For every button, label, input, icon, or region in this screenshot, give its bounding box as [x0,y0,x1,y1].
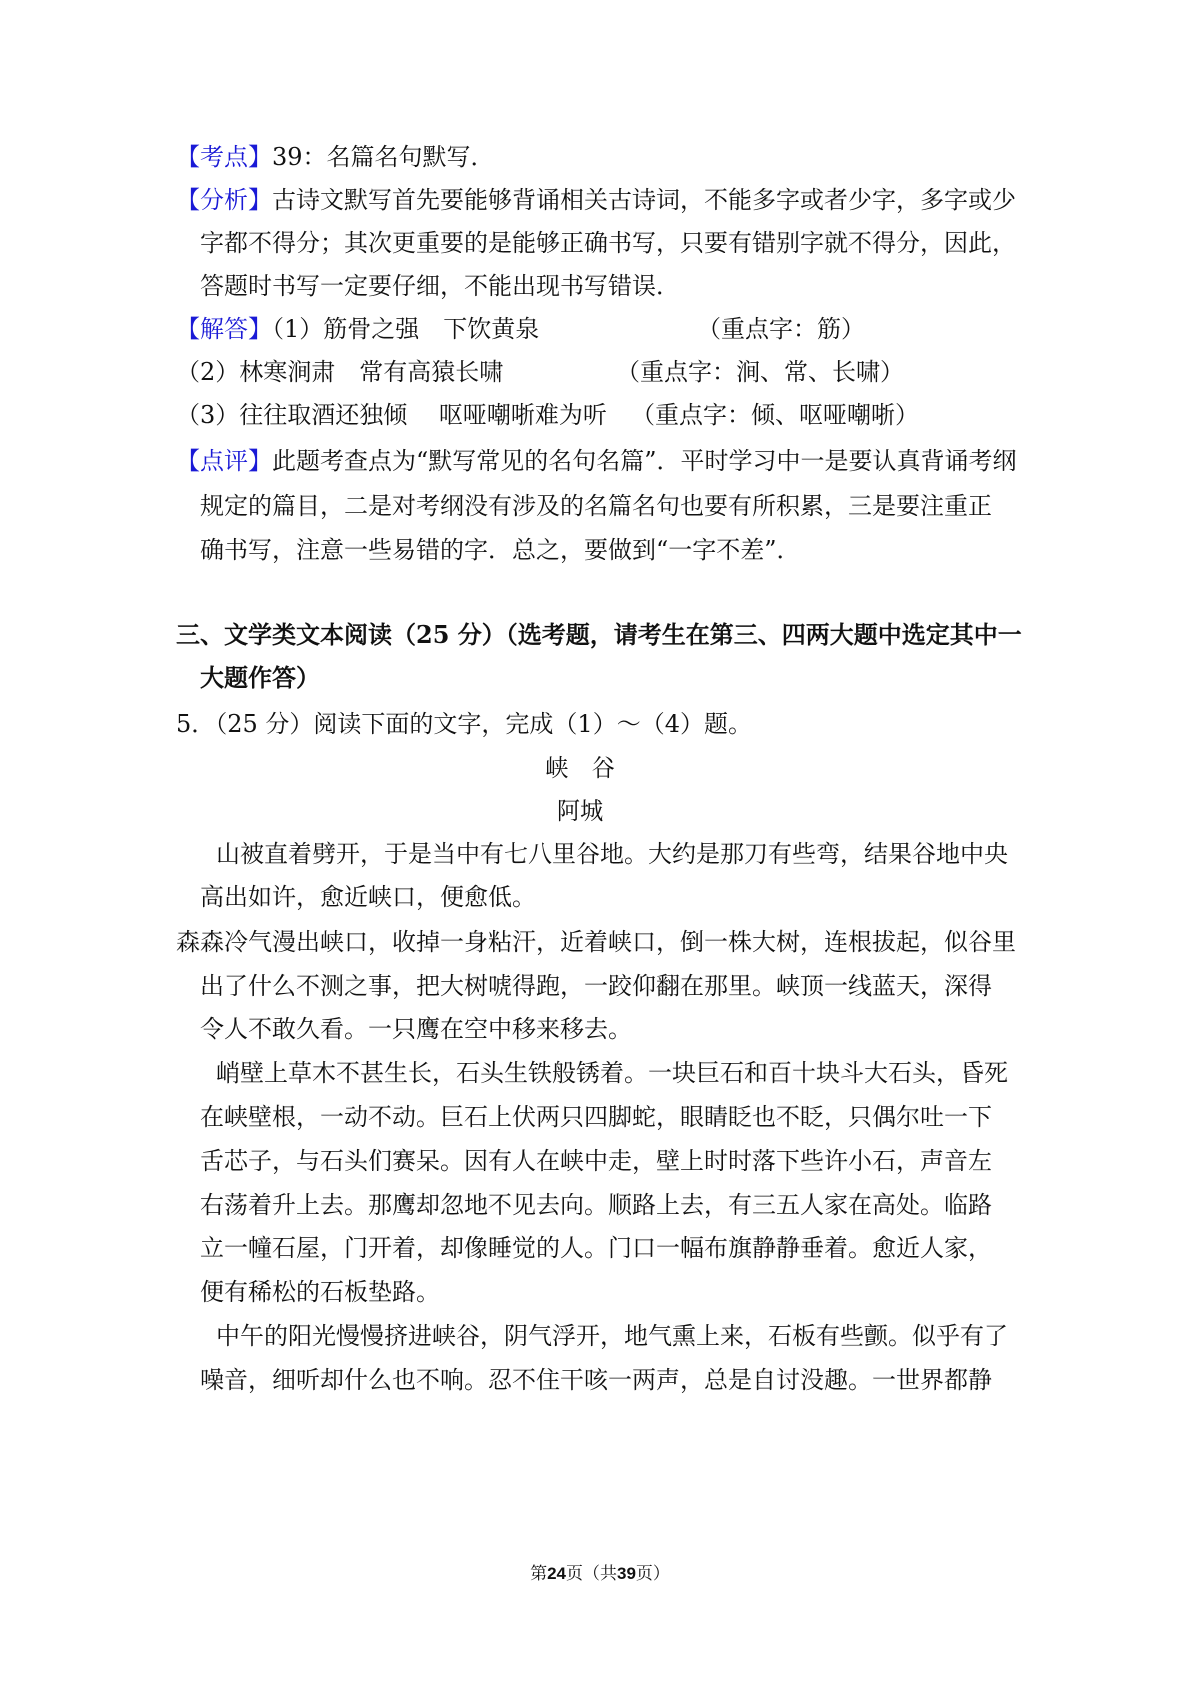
passage-line: 令人不敢久看。一只鹰在空中移来移去。 [200,1015,632,1043]
passage-line: 森森冷气漫出峡口，收掉一身粘汗，近着峡口，倒一株大树，连根拔起，似谷里 [176,928,1016,956]
kaodian-text: 39：名篇名句默写． [272,143,495,171]
dianping-line-1 [176,445,1017,477]
section-heading-line-2: 大题作答） [200,663,320,692]
fenxi-text: 古诗文默写首先要能够背诵相关古诗词，不能多字或者少字，多字或少 [272,186,1016,214]
dianping-label: 【点评】 [176,447,272,475]
passage-line: 立一幢石屋，门开着，却像睡觉的人。门口一幅布旗静静垂着。愈近人家， [200,1234,992,1262]
dianping-line-3: 确书写，注意一些易错的字．总之，要做到“一字不差”． [200,536,801,564]
jieda-answer-3: （3）往往取酒还独倾 呕哑嘲哳难为听 [176,401,607,429]
passage-author: 阿城 [556,797,604,825]
passage-line: 右荡着升上去。那鹰却忽地不见去向。顺路上去，有三五人家在高处。临路 [200,1191,992,1219]
page-number-prefix: 第 [530,1564,548,1584]
kaodian-line [176,141,495,173]
fenxi-line-1 [176,184,1016,216]
page-number [0,1562,1200,1586]
fenxi-line-3: 答题时书写一定要仔细，不能出现书写错误． [200,272,680,300]
section-heading-line-1: 三、文学类文本阅读（25 分）（选考题，请考生在第三、四两大题中选定其中一 [176,620,1022,649]
jieda-answer-2: （2）林寒涧肃 常有高猿长啸 [176,358,504,386]
dianping-text: 此题考查点为“默写常见的名句名篇”．平时学习中一是要认真背诵考纲 [272,447,1017,475]
jieda-line-1 [176,313,539,345]
fenxi-line-2: 字都不得分；其次更重要的是能够正确书写，只要有错别字就不得分，因此， [200,229,1016,257]
kaodian-label: 【考点】 [176,143,272,171]
jieda-note-2: （重点字：涧、常、长啸） [616,358,904,386]
passage-line: 中午的阳光慢慢挤进峡谷，阴气浮开，地气熏上来，石板有些颤。似乎有了 [216,1322,1008,1350]
passage-line: 在峡壁根，一动不动。巨石上伏两只四脚蛇，眼睛眨也不眨，只偶尔吐一下 [200,1103,992,1131]
passage-line: 山被直着劈开，于是当中有七八里谷地。大约是那刀有些弯，结果谷地中央 [216,840,1008,868]
passage-title: 峡 谷 [545,754,615,782]
page-number-middle: 页（共 [566,1564,617,1584]
fenxi-label: 【分析】 [176,186,272,214]
current-page: 24 [547,1564,566,1583]
jieda-note-1: （重点字：筋） [697,315,865,343]
passage-line: 噪音，细听却什么也不响。忍不住干咳一两声，总是自讨没趣。一世界都静 [200,1366,992,1394]
jieda-label: 【解答】 [176,315,272,343]
page-number-suffix: 页） [635,1564,670,1584]
passage-line: 峭壁上草木不甚生长，石头生铁般锈着。一块巨石和百十块斗大石头，昏死 [216,1059,1008,1087]
passage-line: 便有稀松的石板垫路。 [200,1278,440,1306]
dianping-line-2: 规定的篇目，二是对考纲没有涉及的名篇名句也要有所积累，三是要注重正 [200,492,992,520]
passage-line: 出了什么不测之事，把大树唬得跑，一跤仰翻在那里。峡顶一线蓝天，深得 [200,972,992,1000]
jieda-answer-1: （1）筋骨之强 下饮黄泉 [272,315,540,343]
question-line: 5．（25 分）阅读下面的文字，完成（1）～（4）题。 [176,710,752,738]
passage-line: 舌芯子，与石头们赛呆。因有人在峡中走，壁上时时落下些许小石，声音左 [200,1147,992,1175]
passage-line: 高出如许，愈近峡口，便愈低。 [200,883,536,911]
total-pages: 39 [617,1564,636,1583]
jieda-note-3: （重点字：倾、呕哑嘲哳） [631,401,919,429]
